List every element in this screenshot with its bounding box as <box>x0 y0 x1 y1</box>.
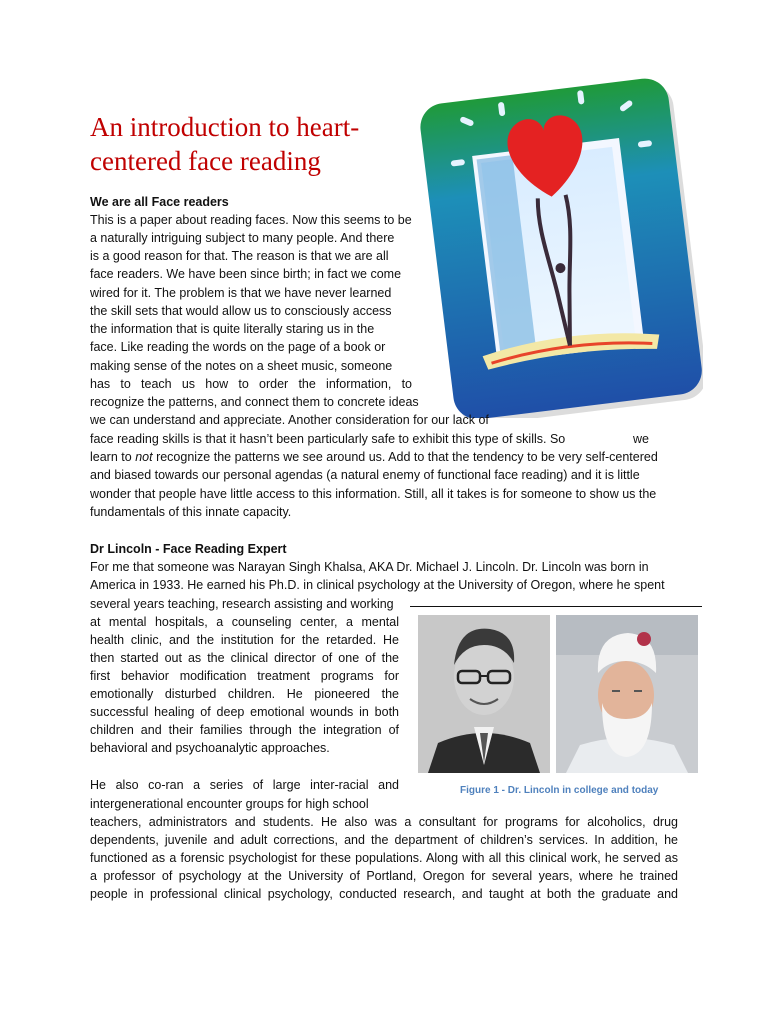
photo-lincoln-college <box>418 615 550 773</box>
paragraph-line: a naturally intriguing subject to many people. And there <box>90 231 395 245</box>
paragraph-line: fundamentals of this innate capacity. <box>90 505 292 519</box>
paragraph-line: and biased towards our personal agendas (a natural enemy of functional face reading) and it is little <box>90 468 640 482</box>
paragraph-text: learn to <box>90 450 132 464</box>
paragraph-line: at mental hospitals, a counseling center, a mental <box>90 615 399 629</box>
paragraph-line: teachers, administrators and students. He also was a consultant for programs for alcoholics, drug <box>90 815 678 829</box>
paragraph-line-end-word: we <box>633 432 649 446</box>
paragraph-line: face readers. We have been since birth; in fact we come <box>90 267 402 281</box>
paragraph-line: America in 1933. He earned his Ph.D. in clinical psychology at the University of Oregon, where he spent <box>90 578 665 592</box>
figure-caption: Figure 1 - Dr. Lincoln in college and today <box>460 785 659 796</box>
emphasis-text: not <box>135 450 153 464</box>
paragraph-line: recognize the patterns, and connect them to concrete ideas <box>90 395 419 409</box>
paragraph-line: He also co-ran a series of large inter-racial and <box>90 778 399 792</box>
paragraph-line: successful healing of deep emotional wounds in both <box>90 705 399 719</box>
paragraph-line: wonder that people have little access to this information. Still, all it takes is for someone to show us the <box>90 487 657 501</box>
paragraph-line: health clinic, and the institution for the retarded. He <box>90 633 399 647</box>
paragraph-line: the skill sets that would allow us to consciously access <box>90 304 392 318</box>
paragraph-text: recognize the patterns we see around us. Add to that the tendency to be very self-centered <box>156 450 658 464</box>
paragraph-line: a professor of psychology at the University of Portland, Oregon for several years, where he trained <box>90 869 678 883</box>
paragraph-line: emotionally disturbed children. He pioneered the <box>90 687 399 701</box>
paragraph-line: the information that is quite literally staring us in the <box>90 322 375 336</box>
paragraph-line: making sense of the notes on a sheet music, someone <box>90 359 393 373</box>
paragraph-line: face. Like reading the words on the page of a book or <box>90 340 386 354</box>
figure-top-rule <box>410 606 702 607</box>
paragraph-line <box>90 448 658 466</box>
paragraph-line: dependents, juvenile and adult corrections, and the department of children’s services. In addition, he <box>90 833 678 847</box>
paragraph-line: wired for it. The problem is that we have never learned <box>90 286 392 300</box>
paragraph-line: face reading skills is that it hasn’t been particularly safe to exhibit this type of skills. So <box>90 432 566 446</box>
section-heading-face-readers: We are all Face readers <box>90 195 229 209</box>
paragraph-line: we can understand and appreciate. Another consideration for our lack of <box>90 413 489 427</box>
paragraph-line: then started out as the clinical director of one of the <box>90 651 399 665</box>
paragraph-line: first behavior modification treatment programs for <box>90 669 399 683</box>
paragraph-line: children and their families through the integration of <box>90 723 399 737</box>
paragraph-line: people in professional clinical psychology, conducted research, and taught at both the graduate and <box>90 887 678 901</box>
paragraph-line: several years teaching, research assisting and working <box>90 597 394 611</box>
paragraph-line: For me that someone was Narayan Singh Khalsa, AKA Dr. Michael J. Lincoln. Dr. Lincoln was born in <box>90 560 649 574</box>
page-title: An introduction to heart-centered face reading <box>90 112 360 176</box>
section-heading-dr-lincoln: Dr Lincoln - Face Reading Expert <box>90 542 287 556</box>
paragraph-line: functioned as a forensic psychologist for these populations. Along with all this clinical work, he served as <box>90 851 678 865</box>
photo-lincoln-today <box>556 615 698 773</box>
paragraph-line: has to teach us how to order the information, to <box>90 377 412 391</box>
paragraph-line: behavioral and psychoanalytic approaches. <box>90 741 330 755</box>
heart-figure-illustration <box>418 78 703 418</box>
paragraph-line: intergenerational encounter groups for high school <box>90 797 369 811</box>
paragraph-line: This is a paper about reading faces. Now this seems to be <box>90 213 412 227</box>
paragraph-line: is a good reason for that. The reason is that we are all <box>90 249 389 263</box>
